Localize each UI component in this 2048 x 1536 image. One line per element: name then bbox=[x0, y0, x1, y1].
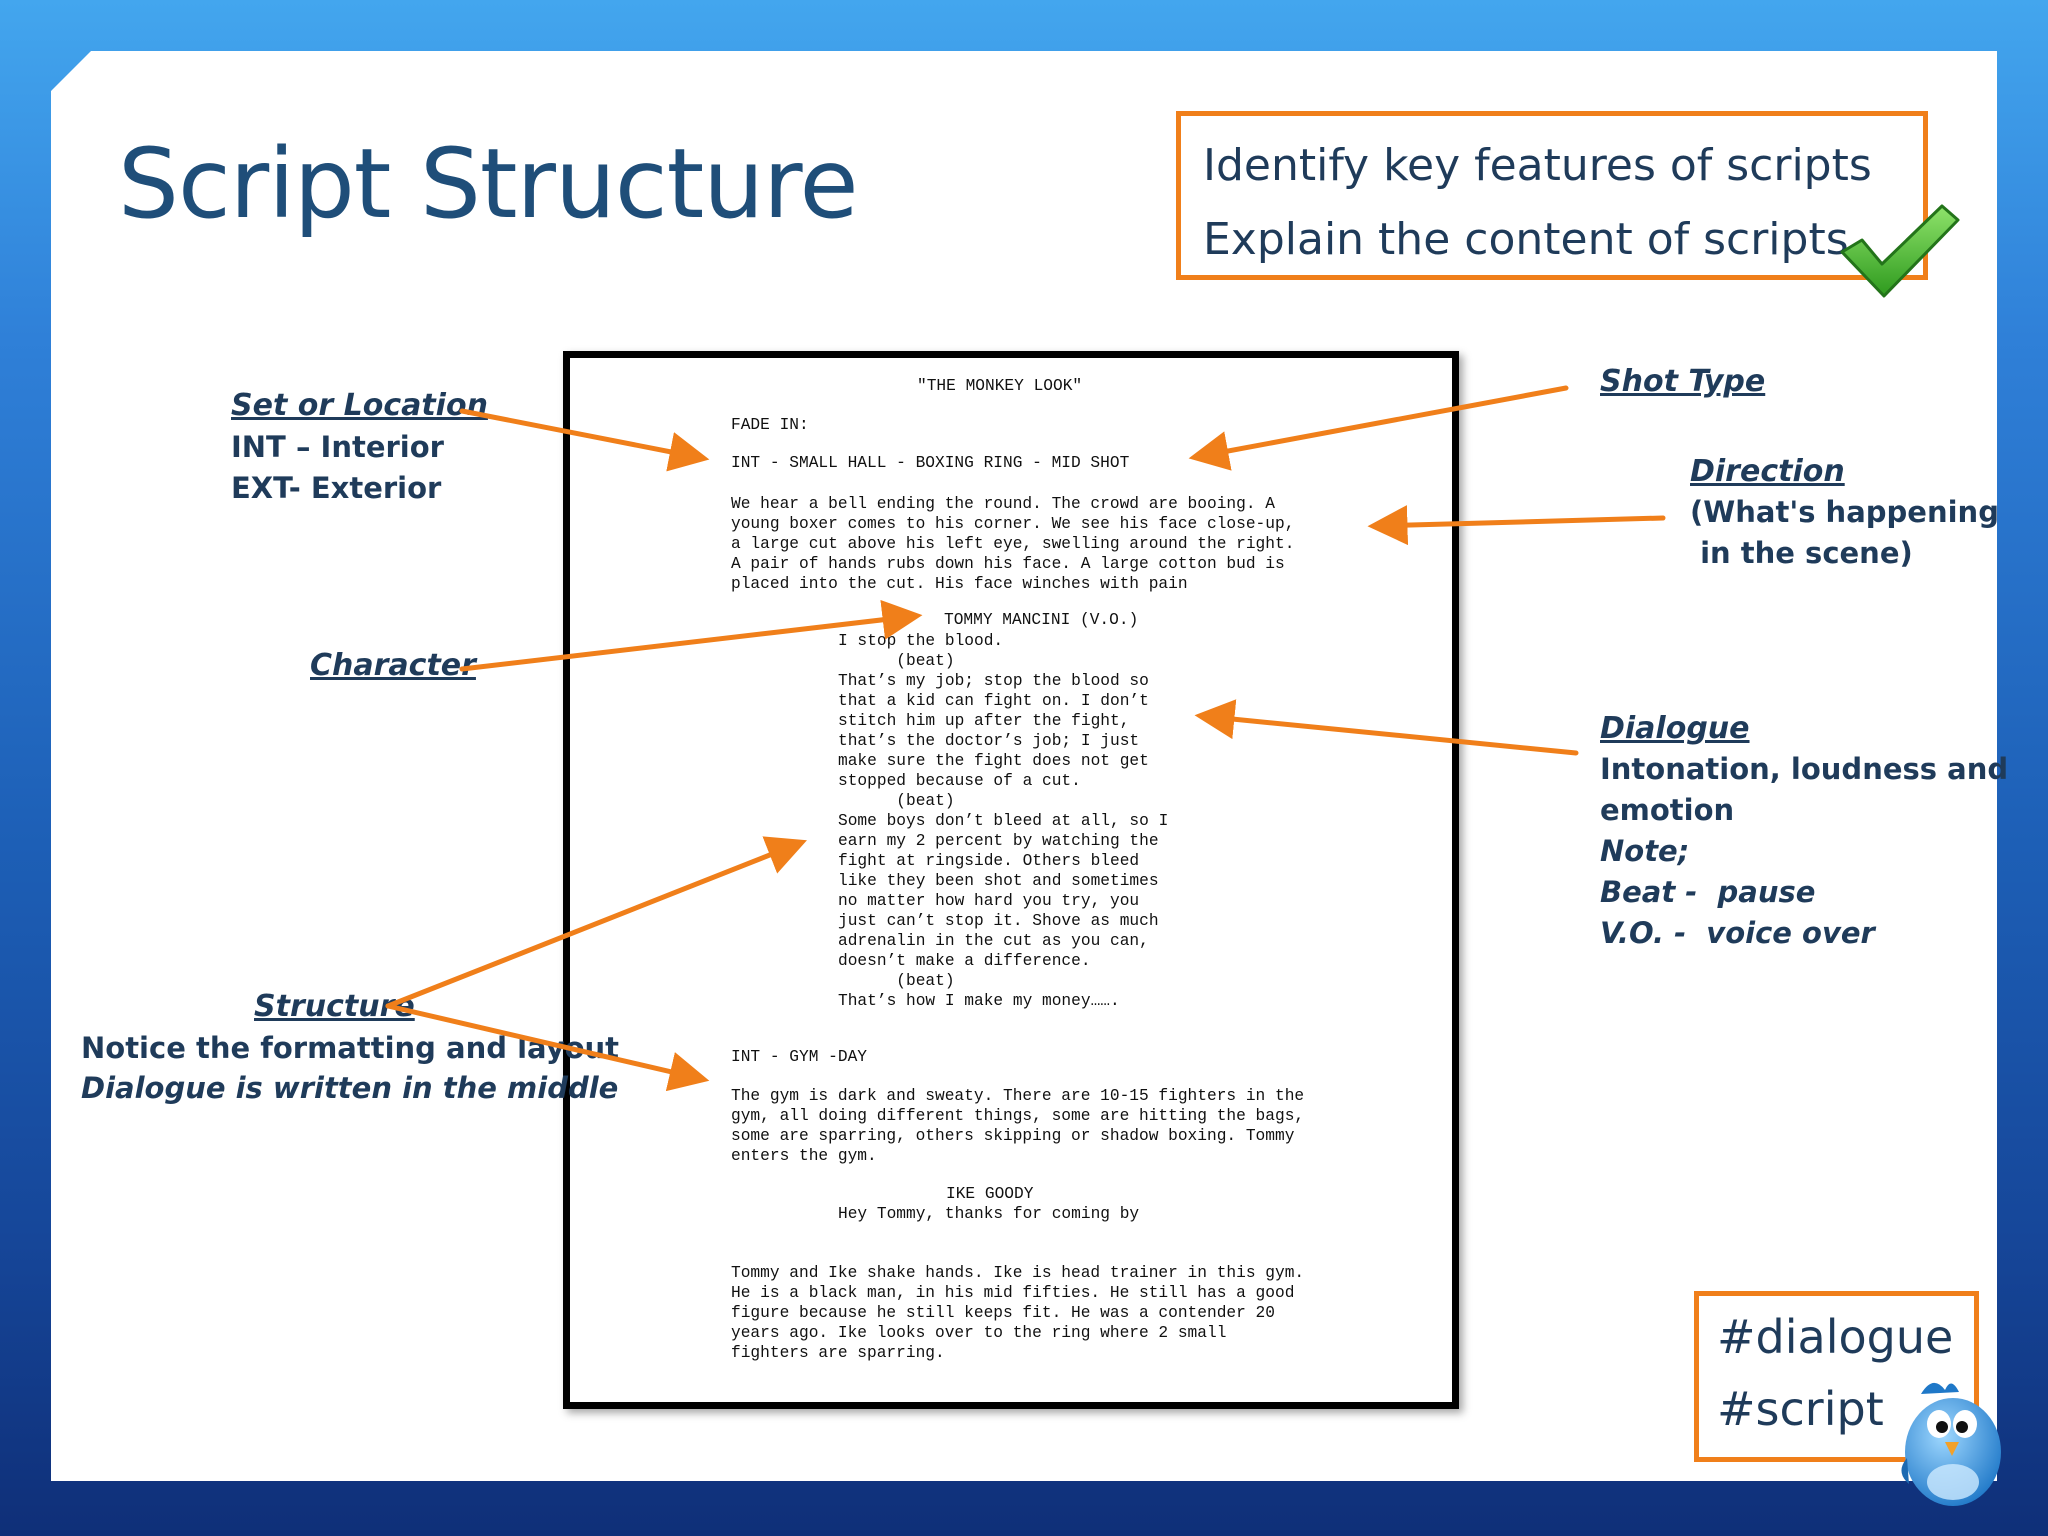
annotation-character-heading: Character bbox=[310, 648, 476, 683]
scene-heading: INT - GYM -DAY bbox=[731, 1048, 867, 1066]
action-line: Tommy and Ike shake hands. Ike is head trainer in this gym. bbox=[731, 1264, 1305, 1282]
dialogue-line: That’s my job; stop the blood so bbox=[838, 672, 1149, 690]
dialogue-line: make sure the fight does not get bbox=[838, 752, 1149, 770]
action-line: a large cut above his left eye, swelling around the right. bbox=[731, 535, 1295, 553]
dialogue-line: just can’t stop it. Shove as much bbox=[838, 912, 1159, 930]
character-name: IKE GOODY bbox=[946, 1185, 1034, 1203]
script-title: "THE MONKEY LOOK" bbox=[917, 377, 1083, 395]
action-line: young boxer comes to his corner. We see his face close-up, bbox=[731, 515, 1295, 533]
dialogue-line: earn my 2 percent by watching the bbox=[838, 832, 1159, 850]
action-line: some are sparring, others skipping or shadow boxing. Tommy bbox=[731, 1127, 1295, 1145]
annotation-shot-type-heading: Shot Type bbox=[1600, 364, 1766, 399]
annotation-note-line: Note; bbox=[1600, 834, 1690, 868]
script-fade-in: FADE IN: bbox=[731, 416, 809, 434]
action-line: years ago. Ike looks over to the ring where 2 small bbox=[731, 1324, 1227, 1342]
annotation-set-location-line: INT – Interior bbox=[231, 430, 444, 464]
annotation-direction-line: (What's happening bbox=[1690, 495, 1999, 529]
annotation-dialogue-line: emotion bbox=[1600, 793, 1735, 827]
dialogue-line: that a kid can fight on. I don’t bbox=[838, 692, 1149, 710]
annotation-dialogue-line: Intonation, loudness and bbox=[1600, 752, 2009, 786]
annotation-direction-line: in the scene) bbox=[1690, 536, 1913, 570]
annotation-dialogue-heading: Dialogue bbox=[1600, 711, 1750, 746]
dialogue-line: stopped because of a cut. bbox=[838, 772, 1081, 790]
action-line: The gym is dark and sweaty. There are 10-15 fighters in the bbox=[731, 1087, 1305, 1105]
hashtag-dialogue: #dialogue bbox=[1717, 1310, 1954, 1364]
parenthetical: (beat) bbox=[838, 792, 955, 810]
annotation-set-location-heading: Set or Location bbox=[231, 388, 488, 423]
annotation-structure-heading: Structure bbox=[254, 989, 415, 1024]
annotation-direction-heading: Direction bbox=[1690, 454, 1845, 489]
action-line: enters the gym. bbox=[731, 1147, 877, 1165]
dialogue-line: Some boys don’t bleed at all, so I bbox=[838, 812, 1169, 830]
action-line: He is a black man, in his mid fifties. He still has a good bbox=[731, 1284, 1295, 1302]
action-line: A pair of hands rubs down his face. A large cotton bud is bbox=[731, 555, 1285, 573]
script-page bbox=[563, 351, 1459, 1409]
dialogue-line: like they been shot and sometimes bbox=[838, 872, 1159, 890]
dialogue-line: that’s the doctor’s job; I just bbox=[838, 732, 1140, 750]
action-line: We hear a bell ending the round. The crowd are booing. A bbox=[731, 495, 1275, 513]
bird-icon bbox=[1893, 1372, 2013, 1512]
annotation-note-line: Beat - pause bbox=[1600, 875, 1816, 909]
check-icon bbox=[1838, 200, 1963, 300]
hashtag-script: #script bbox=[1717, 1382, 1884, 1436]
action-line: placed into the cut. His face winches with pain bbox=[731, 575, 1188, 593]
dialogue-line: no matter how hard you try, you bbox=[838, 892, 1140, 910]
action-line: figure because he still keeps fit. He was a contender 20 bbox=[731, 1304, 1275, 1322]
objective-1: Identify key features of scripts bbox=[1203, 140, 1872, 191]
action-line: gym, all doing different things, some are hitting the bags, bbox=[731, 1107, 1305, 1125]
scene-heading: INT - SMALL HALL - BOXING RING - MID SHOT bbox=[731, 454, 1130, 472]
objectives-box bbox=[1176, 111, 1928, 280]
dialogue-line: doesn’t make a difference. bbox=[838, 952, 1091, 970]
page-title: Script Structure bbox=[118, 128, 858, 240]
annotation-note-line: V.O. - voice over bbox=[1600, 916, 1875, 950]
dialogue-line: Hey Tommy, thanks for coming by bbox=[838, 1205, 1140, 1223]
annotation-set-location-line: EXT- Exterior bbox=[231, 471, 442, 505]
dialogue-line: That’s how I make my money……. bbox=[838, 992, 1120, 1010]
annotation-structure-line: Dialogue is written in the middle bbox=[81, 1071, 619, 1105]
parenthetical: (beat) bbox=[838, 972, 955, 990]
dialogue-line: stitch him up after the fight, bbox=[838, 712, 1130, 730]
objective-2: Explain the content of scripts bbox=[1203, 214, 1849, 265]
annotation-structure-line: Notice the formatting and layout bbox=[81, 1031, 620, 1065]
dialogue-line: fight at ringside. Others bleed bbox=[838, 852, 1140, 870]
action-line: fighters are sparring. bbox=[731, 1344, 945, 1362]
dialogue-line: adrenalin in the cut as you can, bbox=[838, 932, 1149, 950]
dialogue-line: I stop the blood. bbox=[838, 632, 1004, 650]
character-name: TOMMY MANCINI (V.O.) bbox=[944, 611, 1139, 629]
parenthetical: (beat) bbox=[838, 652, 955, 670]
